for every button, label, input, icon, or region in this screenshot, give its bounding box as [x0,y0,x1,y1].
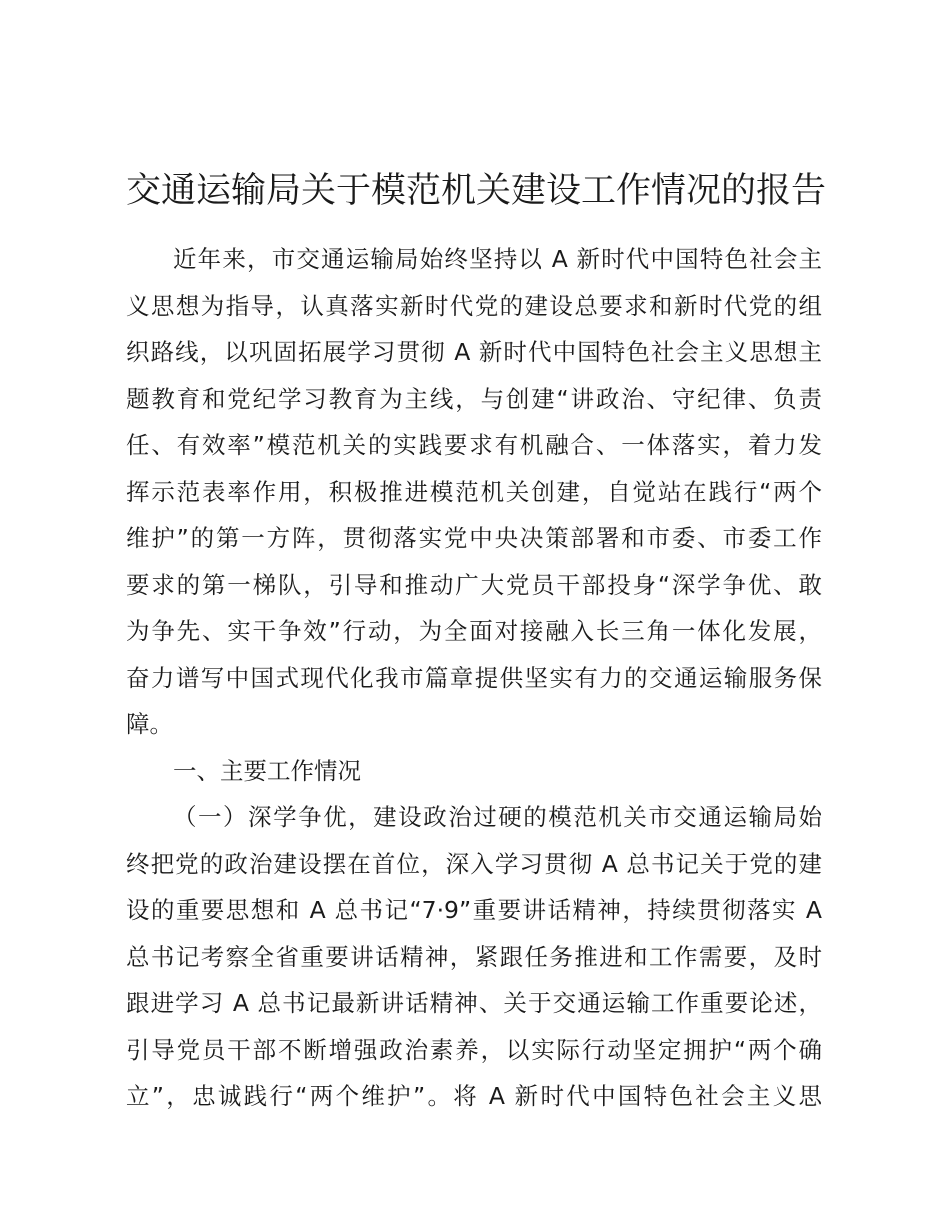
text-line: 近年来，市交通运输局始终坚持以 A 新时代中国特色社会主 [173,245,822,273]
text-line: 终把党的政治建设摆在首位，深入学习贯彻 A 总书记关于党的建 [126,849,822,878]
document-title: 交通运输局关于模范机关建设工作情况的报告 [126,171,827,211]
text-line: 义思想为指导，认真落实新时代党的建设总要求和新时代党的组 [126,291,822,320]
text-line: 为争先、实干争效”行动，为全面对接融入长三角一体化发展， [126,617,822,645]
text-line: 设的重要思想和 A 总书记“7·9”重要讲话精神，持续贯彻落实 A [126,896,822,924]
text-line: 奋力谱写中国式现代化我市篇章提供坚实有力的交通运输服务保 [126,663,822,692]
text-line: 织路线，以巩固拓展学习贯彻 A 新时代中国特色社会主义思想主 [126,338,822,366]
text-line: 任、有效率”模范机关的实践要求有机融合、一体落实，着力发 [126,431,822,459]
text-line: 障。 [126,710,173,738]
paragraph-intro [126,236,822,1120]
text-line: 题教育和党纪学习教育为主线，与创建“讲政治、守纪律、负责 [126,384,822,413]
text-line: 引导党员干部不断增强政治素养，以实际行动坚定拥护“两个确 [126,1035,822,1064]
section-heading: 一、主要工作情况 [173,756,361,785]
text-line: （一）深学争优，建设政治过硬的模范机关市交通运输局始 [173,803,822,831]
text-line: 跟进学习 A 总书记最新讲话精神、关于交通运输工作重要论述， [126,989,822,1017]
text-line: 要求的第一梯队，引导和推动广大党员干部投身“深学争优、敢 [126,570,822,599]
text-line: 立”，忠诚践行“两个维护”。将 A 新时代中国特色社会主义思 [126,1082,822,1110]
text-line: 维护”的第一方阵，贯彻落实党中央决策部署和市委、市委工作 [126,524,822,552]
text-line: 挥示范表率作用，积极推进模范机关创建，自觉站在践行“两个 [126,477,822,506]
text-line: 总书记考察全省重要讲话精神，紧跟任务推进和工作需要，及时 [126,942,822,971]
